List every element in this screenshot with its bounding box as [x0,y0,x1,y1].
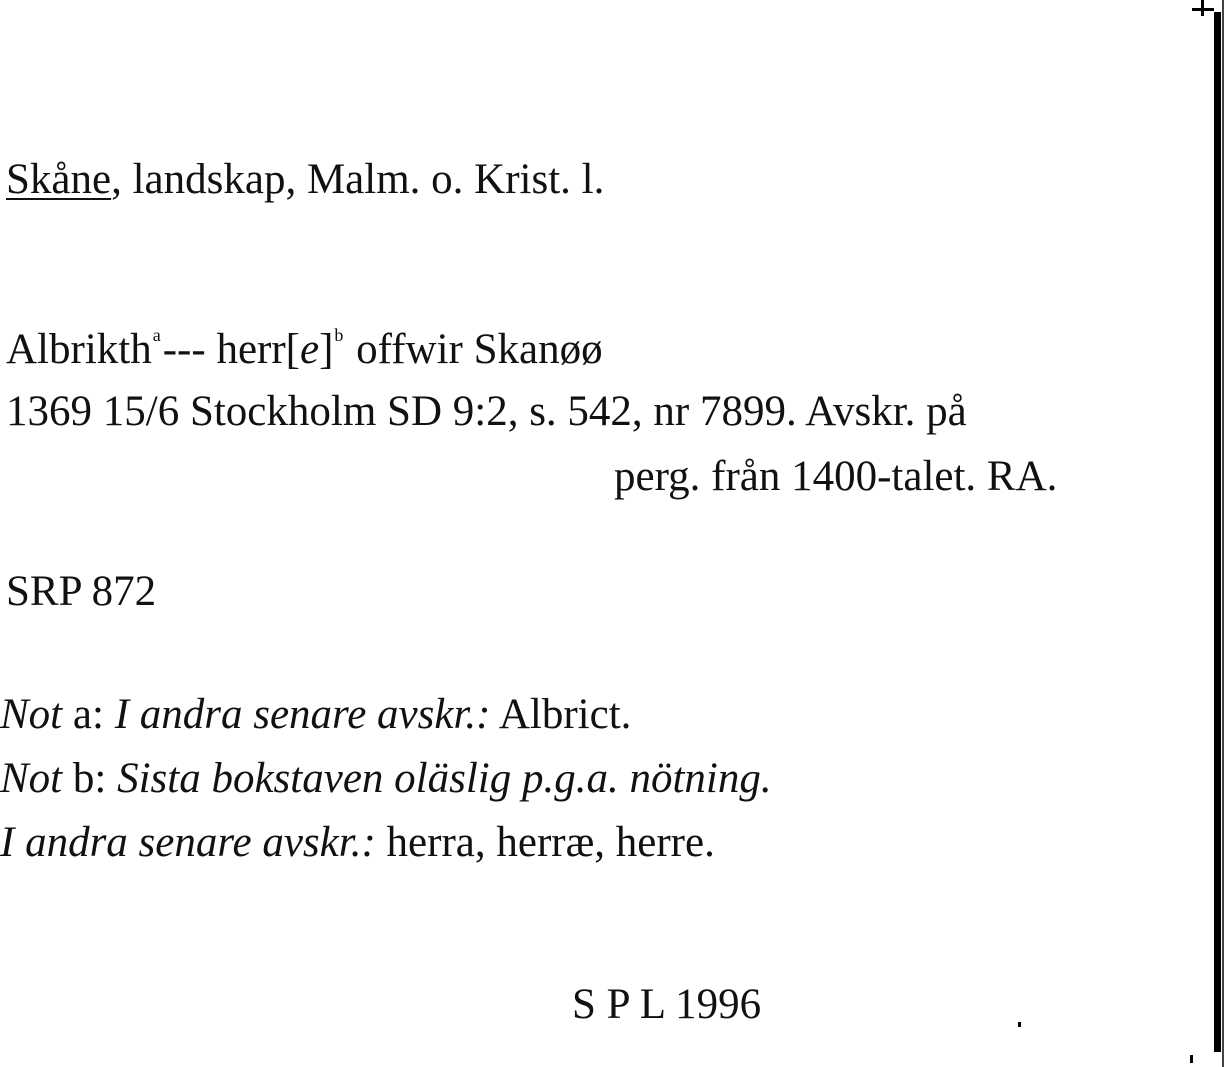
note-b-continued [0,821,715,864]
note-b-marker: b [334,325,344,345]
form-herr-rest: err[ [237,326,300,373]
note-b [0,757,772,800]
scan-border-edge [1222,0,1224,1067]
place-description: , landskap, Malm. o. Krist. l. [111,156,605,203]
attested-form [6,325,603,373]
scan-corner-mark-vertical [1201,0,1204,16]
form-dashes: --- [162,326,217,373]
note-b-label: Not [0,755,63,802]
scan-speck [1018,1022,1021,1027]
note-b-letter: b: [62,755,118,802]
note-a-text: Albrict. [490,691,632,738]
record-heading [6,158,604,201]
form-herr-h: h [216,326,238,373]
source-reference: 1369 15/6 Stockholm SD 9:2, s. 542, nr 7899. Avskr. på [6,388,967,435]
note-a-label: Not [0,691,63,738]
note-a-italic: I andra senare avskr.: [114,691,491,738]
note-a [0,693,631,736]
footer-signature: S P L 1996 [572,981,762,1028]
form-herr-e: e [299,326,320,373]
source-reference-continued: perg. från 1400-talet. RA. [614,453,1058,500]
form-herr-close: ] [319,326,334,373]
scan-speck [1190,1055,1193,1063]
srp-number: SRP 872 [6,568,157,615]
form-tail: offwir Skanøø [345,326,603,373]
scan-border-right [1214,12,1221,1052]
note-a-letter: a: [62,691,115,738]
note-b2-text: herra, herræ, herre. [375,819,715,866]
note-a-marker: a [152,325,161,345]
place-name: Skåne [6,156,112,203]
form-name: Albrikth [6,326,152,373]
note-b-italic: Sista bokstaven oläslig p.g.a. nötning. [117,755,772,802]
note-b2-italic: I andra senare avskr.: [0,819,376,866]
